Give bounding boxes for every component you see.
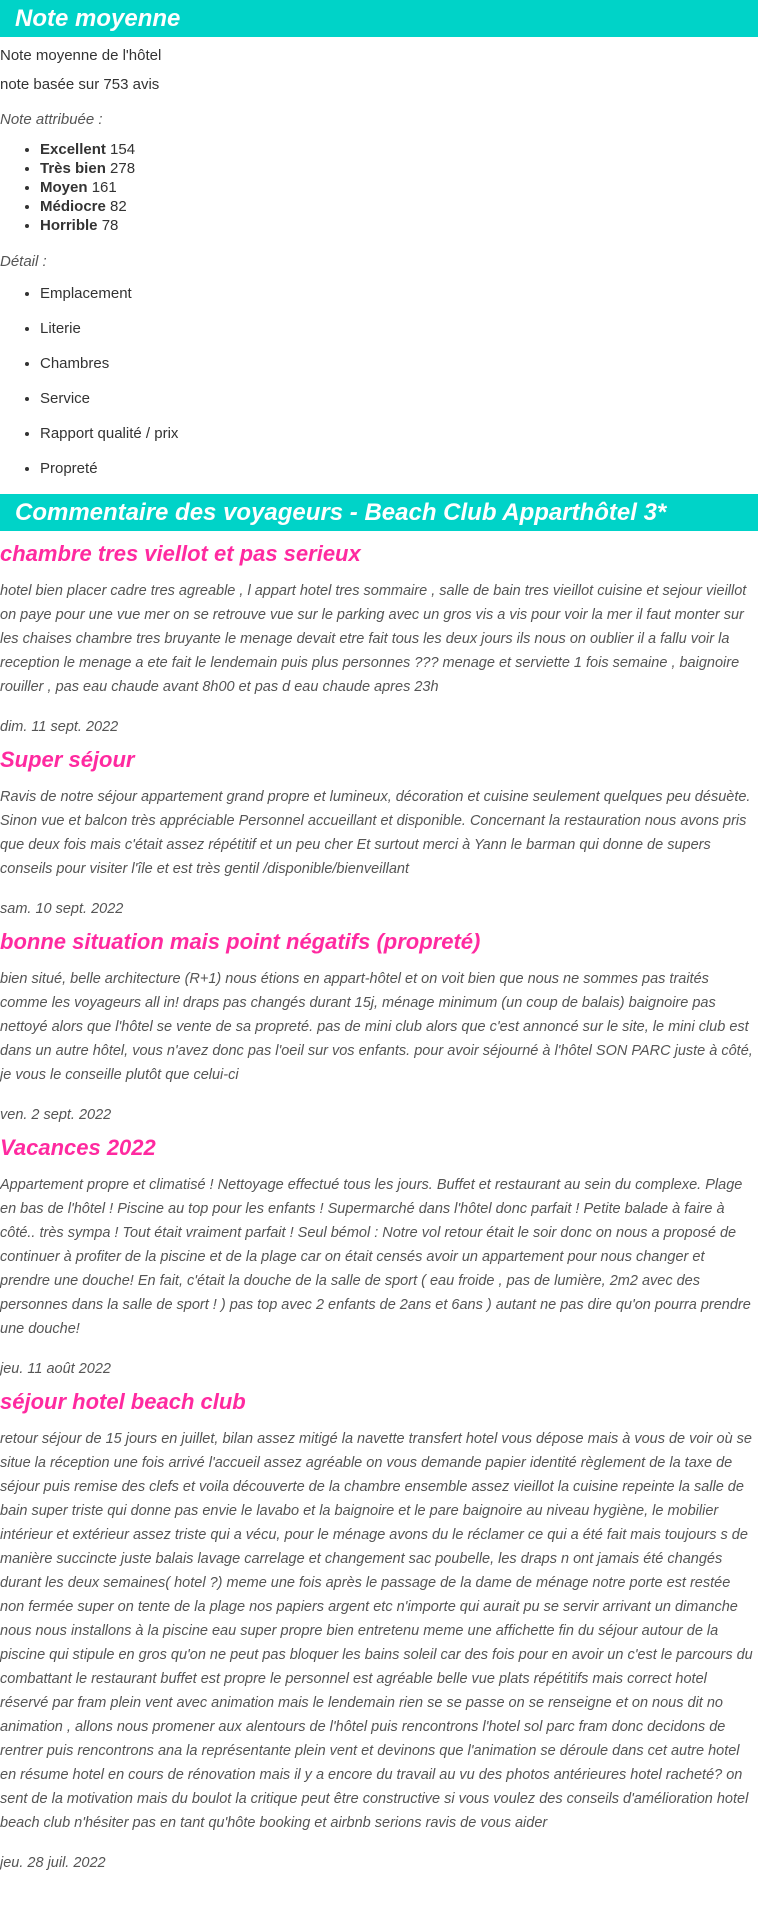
review-body: bien situé, belle architecture (R+1) nous étions en appart-hôtel et on voit bien que nous ne sommes pas traités comme les voyageurs all in! draps pas changés durant 15j, ménage minimum (un coup de balais) baignoire pas nettoyé alors que l'hôtel se vente de sa propreté. pas de mini club alors que c'est annoncé sur le site, le mini club est dans un autre hôtel, vous n'avez donc pas l'oeil sur vos enfants. pour avoir séjourné à l'hôtel SON PARC juste à côté, je vous le conseille plutôt que celui-ci bbox=[0, 971, 753, 1083]
rating-item bbox=[40, 197, 758, 216]
review-title: séjour hotel beach club bbox=[0, 1389, 246, 1414]
review-card bbox=[0, 539, 758, 737]
review-card bbox=[0, 1387, 758, 1873]
review-date: jeu. 28 juil. 2022 bbox=[0, 1855, 106, 1871]
rating-count: 82 bbox=[110, 198, 127, 215]
rating-label: Médiocre bbox=[40, 198, 106, 215]
rating-label: Moyen bbox=[40, 179, 88, 196]
rating-count: 154 bbox=[110, 141, 136, 158]
detail-item: • Emplacement bbox=[40, 284, 758, 303]
rating-item bbox=[40, 178, 758, 197]
review-count-line: note basée sur 753 avis bbox=[0, 76, 160, 93]
rating-count: 161 bbox=[91, 179, 117, 196]
review-card bbox=[0, 927, 758, 1125]
review-title: Vacances 2022 bbox=[0, 1135, 156, 1160]
review-title: bonne situation mais point négatifs (propreté) bbox=[0, 929, 481, 954]
rating-item bbox=[40, 140, 758, 159]
review-body: retour séjour de 15 jours en juillet, bilan assez mitigé la navette transfert hotel vous dépose mais à vous de voir où se situe la réception une fois arrivé l'accueil assez agréable on vous demande papier identité règlement de la taxe de séjour puis remise des clefs et voila découverte de la chambre ensemble assez vieillot la cuisine repeinte la salle de bain super triste qui donne pas envie le lavabo et la baignoire et le pare baignoire au niveau hygiène, le mobilier intérieur et extérieur assez triste qui a vécu, pour le ménage avons du le réclamer ce qui a été fait mais toujours s de manière succincte juste balais lavage carrelage et changement sac poubelle, les draps n ont jamais été changés durant les deux semaines( hotel ?) meme une fois après le passage de la dame de ménage notre porte est restée non fermée super on tente de la plage nos papiers argent etc n'importe qui aurait pu se servir arrivant un dimanche nous nous installons à la piscine eau super propre bien entretenu meme une affichette fin du séjour autour de la piscine qui stipule en gros qu'on ne peut pas bloquer les bains soleil car des fois pour en avoir un c'est le parcours du combattant le restaurant buffet est propre le personnel est agréable belle vue plats répétitifs mais correct hotel réservé par fram plein vent avec animation mais le lendemain rien se se passe on se renseigne et on nous dit no animation , allons nous promener aux alentours de l'hôtel puis rencontrons l'hotel sol parc fram donc decidons de rentrer puis rencontrons ana la représentante plein vent et devinons que l'animation se déroule dans cet autre hotel en résume hotel en cours de rénovation mais il y a encore du travail au vu des photos antérieures hotel racheté? on sent de la motivation mais du boulot la critique peut être constructive si vous voulez des conseils d'amélioration hotel beach club n'hésiter pas en tant qu'hôte booking et airbnb serions ravis de vous aider bbox=[0, 1431, 753, 1831]
detail-label: Détail : bbox=[0, 253, 47, 270]
rating-count: 278 bbox=[110, 160, 136, 177]
review-card bbox=[0, 1133, 758, 1379]
review-date: sam. 10 sept. 2022 bbox=[0, 901, 124, 917]
rating-label: Excellent bbox=[40, 141, 106, 158]
detail-criteria-list bbox=[0, 284, 758, 478]
rating-label: Horrible bbox=[40, 217, 98, 234]
detail-item: • Rapport qualité / prix bbox=[40, 424, 758, 443]
rating-item bbox=[40, 159, 758, 178]
review-body: Ravis de notre séjour appartement grand propre et lumineux, décoration et cuisine seulement quelques peu désuète. Sinon vue et balcon très appréciable Personnel accueillant et disponible. Concernant la restauration nous avons pris que deux fois mais c'était assez répétitif et un peu cher Et surtout merci à Yann le barman qui donne de supers conseils pour visiter l'île et est très gentil /disponible/bienveillant bbox=[0, 789, 751, 877]
review-title: Super séjour bbox=[0, 747, 135, 772]
review-body: Appartement propre et climatisé ! Nettoyage effectué tous les jours. Buffet et restaurant au sein du complexe. Plage en bas de l'hôtel ! Piscine au top pour les enfants ! Supermarché dans l'hôtel donc parfait ! Petite balade à faire à côté.. très sympa ! Tout était vraiment parfait ! Seul bémol : Notre vol retour était le soir donc on nous a proposé de continuer à profiter de la piscine et de la plage car on était censés avoir un appartement pour nous changer et prendre une douche! En fait, c'était la douche de la salle de sport ( eau froide , pas de lumière, 2m2 avec des personnes dans la salle de sport ! ) pas top avec 2 enfants de 2ans et 6ans ) autant ne pas dire qu'on pourra prendre une douche! bbox=[0, 1177, 751, 1337]
detail-item: • Propreté bbox=[40, 459, 758, 478]
detail-item: • Service bbox=[40, 389, 758, 408]
traveler-comments-heading: Commentaire des voyageurs - Beach Club Apparthôtel 3* bbox=[0, 494, 758, 531]
detail-item: • Chambres bbox=[40, 354, 758, 373]
rating-label: Très bien bbox=[40, 160, 106, 177]
review-date: jeu. 11 août 2022 bbox=[0, 1361, 111, 1377]
average-rating-heading: Note moyenne bbox=[0, 0, 758, 37]
average-rating-section bbox=[0, 0, 758, 478]
traveler-comments-section bbox=[0, 494, 758, 1873]
review-card bbox=[0, 745, 758, 919]
review-body: hotel bien placer cadre tres agreable , l appart hotel tres sommaire , salle de bain tres vieillot cuisine et sejour vieillot on paye pour une vue mer on se retrouve vue sur le parking avec un gros vis a vis pour voir la mer il faut monter sur les chaises chambre tres bruyante le menage devait etre fait tous les deux jours ils nous on oublier il a fallu voir la reception le menage a ete fait le lendemain puis plus personnes ??? menage et serviette 1 fois semaine , baignoire rouiller , pas eau chaude avant 8h00 et pas d eau chaude apres 23h bbox=[0, 583, 747, 695]
rating-count: 78 bbox=[101, 217, 119, 234]
rating-item bbox=[40, 216, 758, 235]
review-date: dim. 11 sept. 2022 bbox=[0, 719, 119, 735]
review-title: chambre tres viellot et pas serieux bbox=[0, 541, 361, 566]
rating-breakdown-list bbox=[0, 140, 758, 235]
hotel-average-line: Note moyenne de l'hôtel bbox=[0, 47, 162, 64]
review-date: ven. 2 sept. 2022 bbox=[0, 1107, 112, 1123]
detail-item: • Literie bbox=[40, 319, 758, 338]
assigned-rating-label: Note attribuée : bbox=[0, 111, 103, 128]
